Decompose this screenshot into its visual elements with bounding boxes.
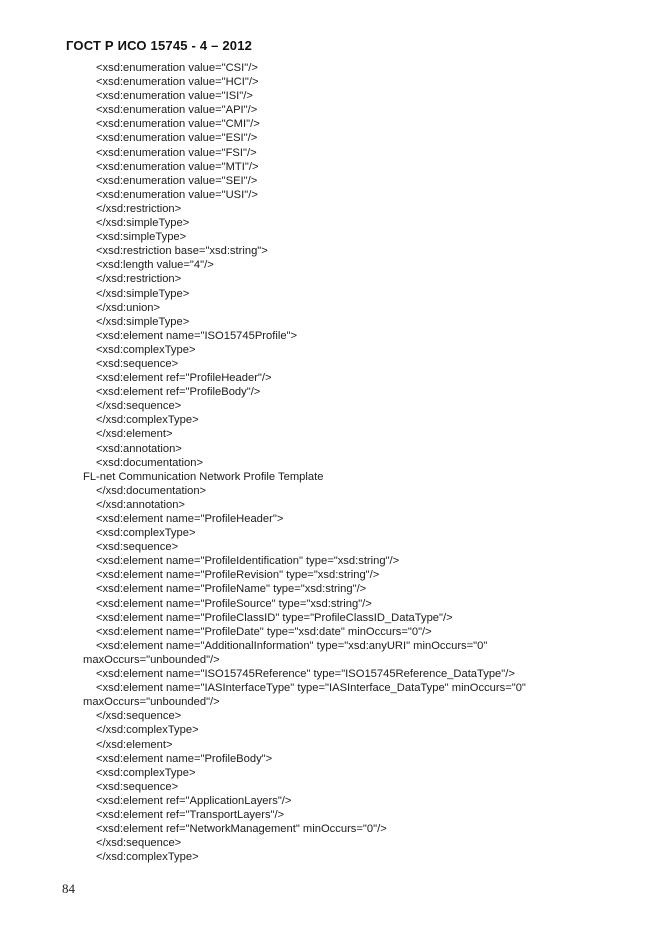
code-line-continuation: maxOccurs="unbounded"/> — [83, 653, 220, 666]
code-line: </xsd:complexType> — [96, 724, 199, 737]
code-line: </xsd:element> — [96, 738, 173, 751]
code-line: <xsd:element name="ProfileDate" type="xsd:date" minOccurs="0"/> — [96, 625, 432, 638]
code-line: <xsd:element ref="ProfileHeader"/> — [96, 372, 272, 385]
code-line: <xsd:element name="ProfileSource" type="xsd:string"/> — [96, 597, 372, 610]
code-line-continuation: FL-net Communication Network Profile Template — [83, 470, 324, 483]
code-line: <xsd:element ref="TransportLayers"/> — [96, 808, 285, 821]
code-line: <xsd:element name="ProfileName" type="xsd:string"/> — [96, 583, 367, 596]
code-line: </xsd:simpleType> — [96, 315, 190, 328]
code-line: <xsd:annotation> — [96, 442, 182, 455]
code-line: <xsd:element name="ProfileRevision" type="xsd:string"/> — [96, 569, 380, 582]
code-line: <xsd:sequence> — [96, 541, 179, 554]
code-line: <xsd:element name="ProfileClassID" type="ProfileClassID_DataType"/> — [96, 611, 453, 624]
code-line: <xsd:element name="ProfileHeader"> — [96, 513, 284, 525]
code-line: <xsd:enumeration value="API"/> — [96, 104, 258, 117]
code-line: <xsd:element ref="ProfileBody"/> — [96, 386, 261, 399]
code-line: <xsd:enumeration value="USI"/> — [96, 188, 258, 201]
code-line: <xsd:element ref="ApplicationLayers"/> — [96, 794, 292, 807]
code-line: <xsd:simpleType> — [96, 231, 187, 244]
code-line: <xsd:element name="ProfileIdentification" type="xsd:string"/> — [96, 555, 400, 568]
code-line: <xsd:sequence> — [96, 357, 179, 370]
code-line: </xsd:union> — [96, 301, 161, 314]
code-line: <xsd:length value="4"/> — [96, 259, 214, 272]
code-line: <xsd:enumeration value="HCI"/> — [96, 76, 259, 89]
code-line: </xsd:annotation> — [96, 498, 185, 511]
code-line: </xsd:complexType> — [96, 414, 199, 427]
code-line: <xsd:enumeration value="ESI"/> — [96, 132, 258, 145]
code-line: </xsd:restriction> — [96, 202, 182, 215]
code-line: <xsd:enumeration value="CSI"/> — [96, 62, 258, 74]
code-line: <xsd:element name="IASInterfaceType" type="IASInterface_DataType" minOccurs="0" — [96, 682, 526, 695]
code-line: </xsd:element> — [96, 428, 173, 441]
code-line: <xsd:element name="ISO15745Reference" type="ISO15745Reference_DataType"/> — [96, 668, 515, 681]
page-number: 84 — [62, 881, 75, 896]
code-line-continuation: maxOccurs="unbounded"/> — [83, 696, 220, 709]
code-line: </xsd:sequence> — [96, 710, 182, 723]
code-line: <xsd:documentation> — [96, 456, 203, 469]
code-line: <xsd:enumeration value="MTI"/> — [96, 160, 259, 173]
code-line: <xsd:enumeration value="CMI"/> — [96, 118, 260, 131]
code-line: <xsd:sequence> — [96, 780, 179, 793]
code-line: <xsd:element name="AdditionalInformation" type="xsd:anyURI" minOccurs="0" — [96, 639, 488, 652]
code-line: <xsd:element ref="NetworkManagement" minOccurs="0"/> — [96, 823, 387, 836]
code-line: <xsd:restriction base="xsd:string"> — [96, 245, 268, 258]
code-line: </xsd:simpleType> — [96, 217, 190, 230]
code-line: <xsd:complexType> — [96, 527, 196, 540]
code-line: <xsd:enumeration value="ISI"/> — [96, 90, 253, 103]
code-line: <xsd:element name="ISO15745Profile"> — [96, 329, 298, 342]
code-line: </xsd:sequence> — [96, 400, 182, 413]
xsd-code-block — [0, 61, 661, 864]
code-line: <xsd:complexType> — [96, 766, 196, 779]
code-line: <xsd:enumeration value="FSI"/> — [96, 146, 257, 159]
code-line: </xsd:simpleType> — [96, 287, 190, 300]
code-line: <xsd:element name="ProfileBody"> — [96, 752, 273, 765]
code-line: <xsd:complexType> — [96, 343, 196, 356]
code-line: </xsd:documentation> — [96, 484, 207, 497]
page-header-standard: ГОСТ Р ИСО 15745 - 4 – 2012 — [66, 38, 253, 53]
code-line: <xsd:enumeration value="SEI"/> — [96, 174, 258, 187]
code-line: </xsd:sequence> — [96, 837, 182, 850]
code-line: </xsd:complexType> — [96, 851, 199, 864]
code-line: </xsd:restriction> — [96, 273, 182, 286]
